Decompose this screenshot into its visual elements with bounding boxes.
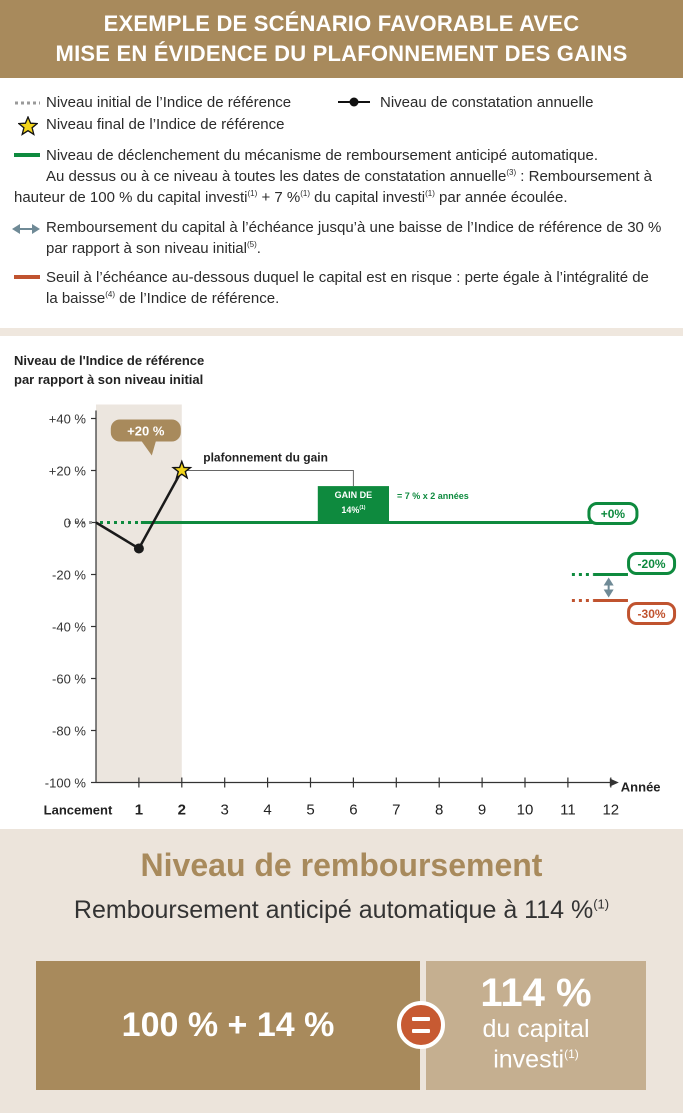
gain-box-label-1: GAIN DE [334,490,373,501]
badge-minus-30: -30% [637,607,666,621]
y-axis-label-line1: Niveau de l'Indice de référence [14,353,205,368]
star-icon [18,116,38,136]
x-tick-label: 9 [477,801,487,819]
x-tick-label-launch: Lancement [43,802,113,818]
legend-trigger-line2: Au dessus ou à ce niveau à toutes les dates de constatation annuelle$^{(3)}$ : Remboursement à [46,168,653,185]
formula-box: 100 % + 14 % [36,961,420,1090]
y-tick-label: +20 % [48,463,86,479]
x-tick-label: 2 [177,801,186,819]
x-tick-label: 6 [349,801,358,819]
double-arrow-icon [12,223,40,235]
y-axis-label-line2: par rapport à son niveau initial [14,372,204,387]
chart [0,336,683,829]
dot-line-icon [338,96,370,108]
badge-zero: +0% [600,507,626,521]
legend-annual-observation: Niveau de constatation annuelle [380,94,594,111]
legend-capital-line2: par rapport à son niveau initial$^{(5)}$. [46,240,261,257]
result-label: du capital investi$^{(1)}$ [482,1015,590,1074]
legend-initial-level: Niveau initial de l’Indice de référence [46,94,292,111]
y-tick-label: +40 % [48,411,86,427]
legend-risk-line1: Seuil à l’échéance au-dessous duquel le capital est en risque : perte égale à l’intégralité de [46,269,649,286]
arrow-head-up [604,578,614,586]
red-line-icon [14,274,40,280]
repayment-subtitle: Remboursement anticipé automatique à 114 %$^{(1)}$ [73,896,610,924]
x-tick-label: 4 [263,801,272,819]
x-axis-label: Année [620,779,661,795]
legend-trigger-line3: hauteur de 100 % du capital investi$^{(1)}$ + 7 %$^{(1)}$ du capital investi$^{(1)}$ par année écoulée. [14,189,568,206]
green-line-icon [14,152,40,158]
y-tick-label: -20 % [52,567,86,583]
legend-trigger-line1: Niveau de déclenchement du mécanisme de remboursement anticipé automatique. [46,147,598,164]
arrow-head-down [604,590,614,598]
x-tick-label: 3 [220,801,229,819]
result-box [426,961,646,1090]
gain-footnote: (1) [359,505,366,512]
final-badge: +20 % [127,423,165,439]
legend-risk-line2: la baisse$^{(4)}$ de l’Indice de référence. [46,290,280,307]
x-tick-label: 12 [602,801,620,819]
legend [0,78,683,328]
gain-formula: = 7 % x 2 années [397,491,469,502]
x-tick-label: 5 [306,801,315,819]
x-tick-label: 1 [134,801,144,819]
result-value: 114 % [480,971,592,1015]
y-tick-label: 0 % [63,515,86,531]
cap-label: plafonnement du gain [203,450,328,465]
gain-value: 14% [341,505,360,516]
repayment-section [0,829,683,1113]
y-tick-label: -80 % [52,723,86,739]
page-header [0,0,683,78]
y-tick-label: -100 % [44,775,86,791]
x-tick-label: 8 [435,801,444,819]
y-tick-label: -40 % [52,619,86,635]
section-separator [0,328,683,336]
y-tick-label: -60 % [52,671,86,687]
legend-final-level: Niveau final de l’Indice de référence [46,116,285,133]
cap-bracket [182,471,354,487]
header-title-line-2: MISE EN ÉVIDENCE DU PLAFONNEMENT DES GAINS [55,41,628,66]
x-tick-label: 10 [516,801,534,819]
annual-observation-point [134,544,144,554]
dotted-line-icon [14,100,40,106]
repayment-title: Niveau de remboursement [140,847,543,883]
badge-minus-20: -20% [637,557,666,571]
x-tick-label: 11 [560,801,576,819]
legend-capital-line1: Remboursement du capital à l’échéance jusqu’à une baisse de l’Indice de référence de 30 % [46,219,662,236]
observation-period-shade [96,405,182,783]
header-title-line-1: EXEMPLE DE SCÉNARIO FAVORABLE AVEC [103,11,580,36]
equals-icon [397,1001,445,1049]
x-tick-label: 7 [392,801,401,819]
